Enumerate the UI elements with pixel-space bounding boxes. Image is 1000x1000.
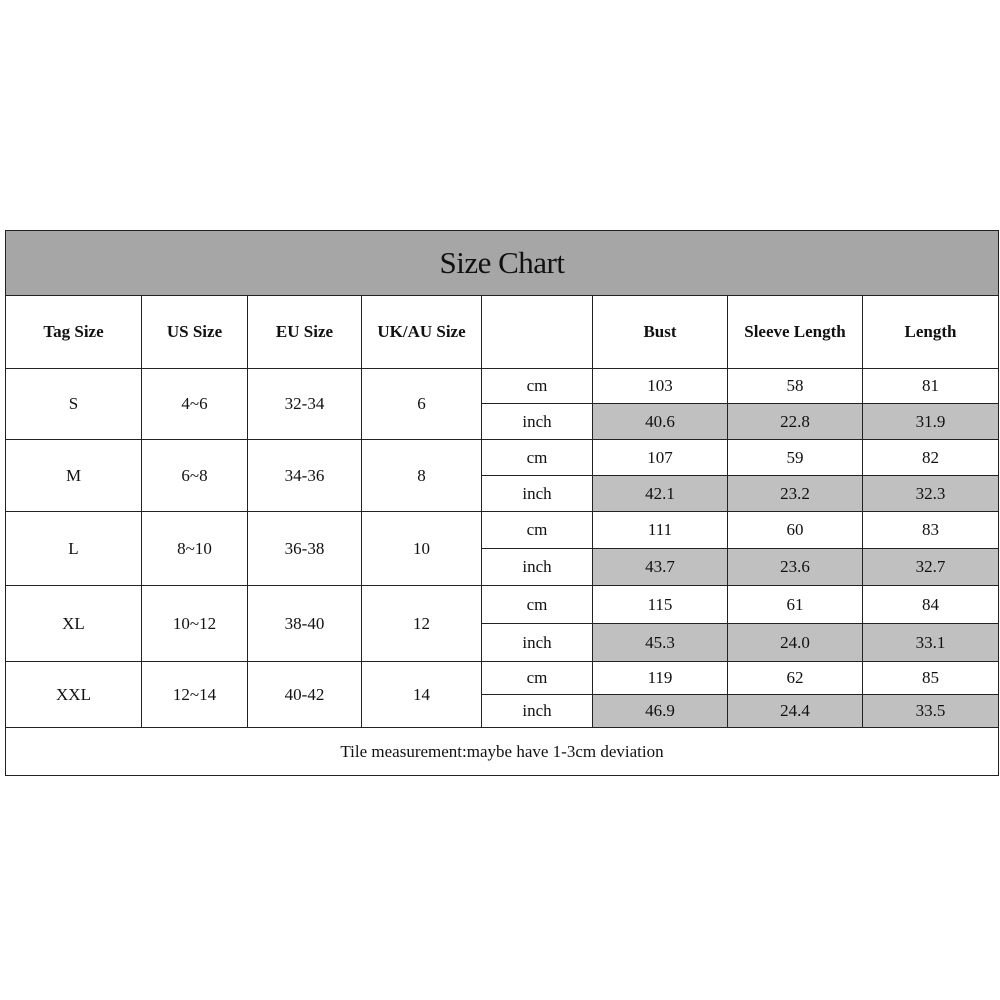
sleeve-inch-cell: 22.8 — [728, 404, 863, 440]
sleeve-cm-cell: 59 — [728, 440, 863, 476]
length-cm-cell: 82 — [863, 440, 999, 476]
tag-size-cell: S — [6, 369, 142, 440]
sleeve-cm-cell: 61 — [728, 586, 863, 624]
eu-size-cell: 32-34 — [248, 369, 362, 440]
header-length: Length — [863, 296, 999, 369]
uk-au-size-cell: 8 — [362, 440, 482, 512]
length-cm-cell: 84 — [863, 586, 999, 624]
unit-inch-cell: inch — [482, 624, 593, 662]
size-row-cm — [6, 512, 999, 549]
length-inch-cell: 33.5 — [863, 695, 999, 728]
uk-au-size-cell: 10 — [362, 512, 482, 586]
footnote-row — [6, 728, 999, 776]
header-uk-au-size: UK/AU Size — [362, 296, 482, 369]
chart-title: Size Chart — [6, 231, 999, 296]
eu-size-cell: 36-38 — [248, 512, 362, 586]
tag-size-cell: XXL — [6, 662, 142, 728]
header-sleeve-length: Sleeve Length — [728, 296, 863, 369]
us-size-cell: 10~12 — [142, 586, 248, 662]
sleeve-inch-cell: 23.2 — [728, 476, 863, 512]
bust-inch-cell: 40.6 — [593, 404, 728, 440]
length-inch-cell: 32.3 — [863, 476, 999, 512]
unit-inch-cell: inch — [482, 695, 593, 728]
bust-cm-cell: 107 — [593, 440, 728, 476]
bust-cm-cell: 111 — [593, 512, 728, 549]
bust-cm-cell: 103 — [593, 369, 728, 404]
eu-size-cell: 38-40 — [248, 586, 362, 662]
header-bust: Bust — [593, 296, 728, 369]
bust-inch-cell: 45.3 — [593, 624, 728, 662]
us-size-cell: 4~6 — [142, 369, 248, 440]
bust-inch-cell: 43.7 — [593, 549, 728, 586]
tag-size-cell: M — [6, 440, 142, 512]
uk-au-size-cell: 14 — [362, 662, 482, 728]
length-cm-cell: 83 — [863, 512, 999, 549]
unit-inch-cell: inch — [482, 404, 593, 440]
length-cm-cell: 85 — [863, 662, 999, 695]
sleeve-cm-cell: 58 — [728, 369, 863, 404]
size-row-cm — [6, 369, 999, 404]
length-cm-cell: 81 — [863, 369, 999, 404]
footnote: Tile measurement:maybe have 1-3cm deviation — [6, 728, 999, 776]
sleeve-inch-cell: 24.4 — [728, 695, 863, 728]
length-inch-cell: 31.9 — [863, 404, 999, 440]
unit-cm-cell: cm — [482, 662, 593, 695]
unit-cm-cell: cm — [482, 369, 593, 404]
unit-cm-cell: cm — [482, 512, 593, 549]
header-row — [6, 296, 999, 369]
size-row-cm — [6, 662, 999, 695]
sleeve-cm-cell: 60 — [728, 512, 863, 549]
us-size-cell: 6~8 — [142, 440, 248, 512]
size-row-cm — [6, 440, 999, 476]
unit-inch-cell: inch — [482, 476, 593, 512]
bust-cm-cell: 119 — [593, 662, 728, 695]
sleeve-inch-cell: 24.0 — [728, 624, 863, 662]
length-inch-cell: 33.1 — [863, 624, 999, 662]
uk-au-size-cell: 6 — [362, 369, 482, 440]
unit-inch-cell: inch — [482, 549, 593, 586]
sleeve-cm-cell: 62 — [728, 662, 863, 695]
uk-au-size-cell: 12 — [362, 586, 482, 662]
size-chart-table — [5, 230, 999, 776]
tag-size-cell: L — [6, 512, 142, 586]
header-eu-size: EU Size — [248, 296, 362, 369]
sleeve-inch-cell: 23.6 — [728, 549, 863, 586]
unit-cm-cell: cm — [482, 586, 593, 624]
tag-size-cell: XL — [6, 586, 142, 662]
eu-size-cell: 34-36 — [248, 440, 362, 512]
us-size-cell: 12~14 — [142, 662, 248, 728]
eu-size-cell: 40-42 — [248, 662, 362, 728]
header-unit — [482, 296, 593, 369]
length-inch-cell: 32.7 — [863, 549, 999, 586]
bust-cm-cell: 115 — [593, 586, 728, 624]
bust-inch-cell: 46.9 — [593, 695, 728, 728]
size-row-cm — [6, 586, 999, 624]
header-us-size: US Size — [142, 296, 248, 369]
bust-inch-cell: 42.1 — [593, 476, 728, 512]
header-tag-size: Tag Size — [6, 296, 142, 369]
us-size-cell: 8~10 — [142, 512, 248, 586]
unit-cm-cell: cm — [482, 440, 593, 476]
title-row — [6, 231, 999, 296]
